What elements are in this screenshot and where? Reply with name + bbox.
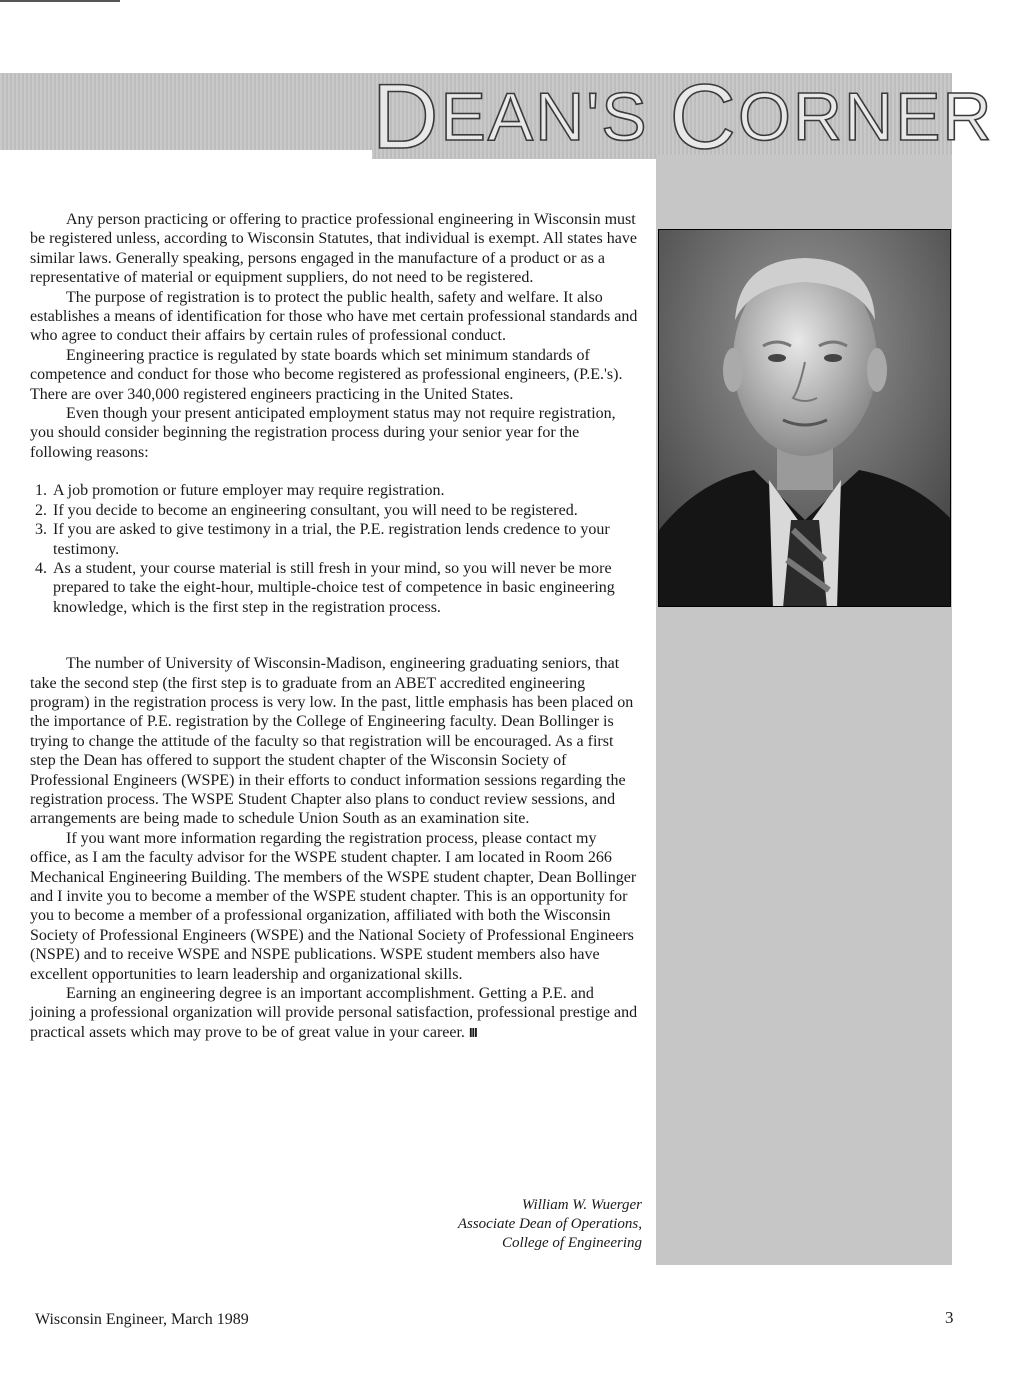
title-word-1: EAN'S (440, 79, 649, 155)
author-portrait (658, 229, 951, 607)
closing-text: Earning an engineering degree is an important accomplishment. Getting a P.E. and joining a professional organization will provide personal satisfaction, professional prestige and practical assets which may prove to be of great value in your career. (30, 985, 638, 1041)
title-word-2: ORNER (737, 79, 994, 155)
page-title (372, 66, 994, 168)
signature-title: Associate Dean of Operations, (457, 1216, 642, 1232)
footer-publication: Wisconsin Engineer, March 1989 (35, 1311, 249, 1328)
title-initial-d: D (372, 66, 441, 168)
signature-name: William W. Wuerger (521, 1197, 642, 1213)
header-band-cutout (0, 150, 372, 170)
title-initial-c: C (669, 66, 738, 168)
list-item: 3. If you are asked to give testimony in a trial, the P.E. registration lends credence to your testimony. (51, 520, 640, 559)
list-item: 4. As a student, your course material is still fresh in your mind, so you will never be more prepared to take the eight-hour, multiple-choice test of competence in basic engineering knowledge, which is the first step in the registration process. (51, 559, 640, 617)
closing-paragraph (30, 984, 640, 1042)
end-mark: III (468, 1024, 477, 1040)
paragraph: Engineering practice is regulated by state boards which set minimum standards of competence and conduct for those who become registered as professional engineers, (P.E.'s). There are over 340,000 registered engineers practicing in the United States. (30, 346, 623, 403)
list-item: 2. If you decide to become an engineering consultant, you will need to be registered. (51, 501, 640, 520)
paragraph: If you want more information regarding the registration process, please contact my office, as I am the faculty advisor for the WSPE student chapter. I am located in Room 266 Mechanical Engineering Building. The members of the WSPE student chapter, Dean Bollinger and I invite you to become a member of the WSPE student chapter. This is an opportunity for you to become a member of a professional organization, affiliated with both the Wisconsin Society of Professional Engineers (WSPE) and the National Society of Professional Engineers (NSPE) and to receive WSPE and NSPE publications. WSPE student members also have excellent opportunities to learn leadership and organizational skills. (30, 829, 637, 983)
paragraph: Even though your present anticipated employment status may not require registration, you should consider beginning the registration process during your senior year for the following reasons: (30, 405, 616, 461)
spacer (30, 636, 640, 654)
signature-block (380, 1196, 642, 1253)
article-body (30, 210, 640, 1042)
paragraph: The purpose of registration is to protect the public health, safety and welfare. It also establishes a means of identification for those who have met certain professional standards and who agree to conduct their affairs by certain rules of professional conduct. (30, 288, 638, 345)
reasons-list (30, 481, 640, 617)
signature-org: College of Engineering (502, 1235, 642, 1251)
paragraph: The number of University of Wisconsin-Madison, engineering graduating seniors, that take the second step (the first step is to graduate from an ABET accredited engineering program) in the registration process is very low. In the past, little emphasis has been placed on the importance of P.E. registration by the College of Engineering faculty. Dean Bollinger is trying to change the attitude of the faculty so that registration will be encouraged. As a first step the Dean has offered to support the student chapter of the Wisconsin Society of Professional Engineers (WSPE) in their efforts to conduct information sessions regarding the registration process. The WSPE Student Chapter also plans to conduct review sessions, and arrangements are being made to schedule Union South as an examination site. (30, 655, 634, 828)
top-rule (0, 0, 120, 2)
portrait-illustration (659, 230, 951, 607)
paragraph: Any person practicing or offering to practice professional engineering in Wisconsin must be registered unless, according to Wisconsin Statutes, that individual is exempt. All states have similar laws. Generally speaking, persons engaged in the manufacture of a product or as a representative of material or equipment suppliers, do not need to be registered. (30, 211, 637, 287)
list-item: 1. A job promotion or future employer may require registration. (51, 481, 640, 500)
page-number: 3 (945, 1308, 954, 1327)
